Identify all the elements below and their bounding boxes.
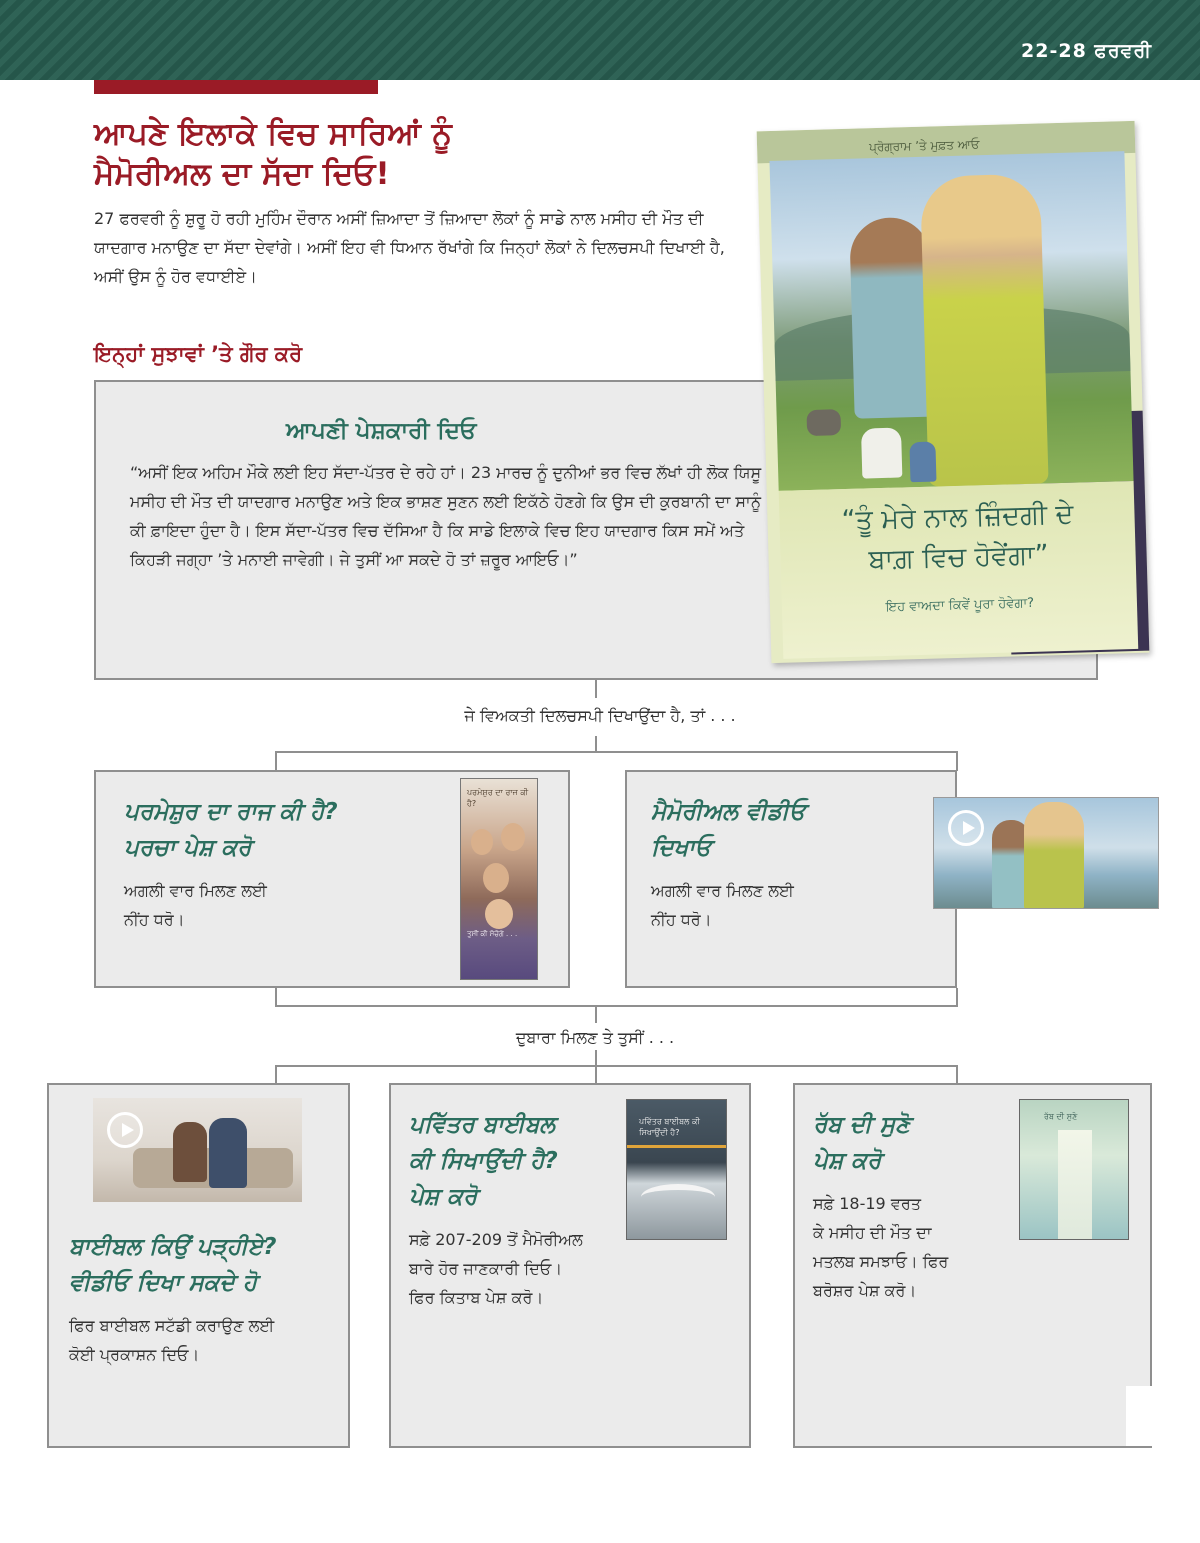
connector-line [956, 988, 958, 1006]
memorial-video-text-line-2: ਨੀਂਹ ਧਰੋ। [651, 910, 712, 929]
connector-line [595, 680, 597, 698]
invitation-quote-line-1: “ਤੂੰ ਮੇਰੇ ਨਾਲ ਜ਼ਿੰਦਗੀ ਦੇ [841, 498, 1074, 537]
bible-teach-text-line-2: ਬਾਰੇ ਹੋਰ ਜਾਣਕਾਰੀ ਦਿਓ। [409, 1259, 563, 1278]
invitation-photo [769, 151, 1133, 491]
open-book-icon [641, 1184, 715, 1210]
listen-to-god-text [813, 1189, 1013, 1305]
flow-label-return-visit: ਦੁਬਾਰਾ ਮਿਲਣ ਤੇ ਤੁਸੀਂ . . . [515, 1028, 675, 1047]
tract-face [485, 899, 513, 929]
tract-subtitle: ਤੁਸੀਂ ਕੀ ਸੋਚੋਗੇ . . . [467, 930, 518, 938]
listen-to-god-text-line-2: ਕੇ ਮਸੀਹ ਦੀ ਮੌਤ ਦਾ [813, 1223, 932, 1242]
tract-face [483, 863, 509, 893]
thumbnail-person [209, 1118, 247, 1188]
bible-teach-text [409, 1225, 649, 1312]
invitation-quote [787, 493, 1129, 582]
listen-to-god-text-line-4: ਬਰੋਸ਼ਰ ਪੇਸ਼ ਕਰੋ। [813, 1281, 917, 1300]
photo-woman [920, 173, 1049, 486]
memorial-video-card-title [651, 794, 911, 866]
why-read-bible-text-line-1: ਫਿਰ ਬਾਈਬਲ ਸਟੱਡੀ ਕਰਾਉਣ ਲਈ [69, 1316, 275, 1335]
kingdom-tract-cover [460, 778, 538, 980]
invitation-question: ਇਹ ਵਾਅਦਾ ਕਿਵੇਂ ਪੂਰਾ ਹੋਵੇਗਾ? [885, 595, 1035, 615]
listen-to-god-text-line-1: ਸਫ਼ੇ 18-19 ਵਰਤ [813, 1194, 921, 1213]
listen-to-god-title-line-1: ਰੱਬ ਦੀ ਸੁਣੋ [813, 1112, 911, 1138]
listen-to-god-title-line-2: ਪੇਸ਼ ਕਰੋ [813, 1148, 882, 1174]
invitation-booklet [757, 121, 1150, 663]
suggestions-heading: ਇਨ੍ਹਾਂ ਸੁਝਾਵਾਂ ’ਤੇ ਗੌਰ ਕਰੋ [94, 342, 303, 366]
book-cover-stripe [627, 1145, 727, 1148]
bible-teach-text-line-3: ਫਿਰ ਕਿਤਾਬ ਪੇਸ਼ ਕਰੋ। [409, 1288, 544, 1307]
why-read-bible-text-line-2: ਕੋਈ ਪ੍ਰਕਾਸ਼ਨ ਦਿਓ। [69, 1345, 200, 1364]
connector-line [275, 1065, 958, 1067]
memorial-video-title-line-1: ਮੈਮੋਰੀਅਲ ਵੀਡੀਓ [651, 799, 806, 825]
invitation-label: ਪ੍ਰੋਗ੍ਰਾਮ ’ਤੇ ਮੁਫ਼ਤ ਆਓ [868, 137, 980, 155]
memorial-video-card-text [651, 876, 891, 934]
kingdom-card-title-line-2: ਪਰਚਾ ਪੇਸ਼ ਕਰੋ [124, 835, 252, 861]
page-edge-tab [1126, 1386, 1152, 1446]
memorial-video-thumbnail[interactable] [933, 797, 1159, 909]
memorial-video-text-line-1: ਅਗਲੀ ਵਾਰ ਮਿਲਣ ਲਈ [651, 881, 794, 900]
why-read-bible-title-line-2: ਵੀਡੀਓ ਦਿਖਾ ਸਕਦੇ ਹੋ [69, 1270, 257, 1296]
kingdom-card-text [124, 876, 424, 934]
connector-line [275, 751, 958, 753]
connector-line [275, 751, 277, 771]
page-title-line-1: ਆਪਣੇ ਇਲਾਕੇ ਵਿਚ ਸਾਰਿਆਂ ਨੂੰ [94, 116, 452, 152]
tract-face [501, 823, 525, 851]
book-cover-title: ਪਵਿੱਤਰ ਬਾਈਬਲ ਕੀ ਸਿਖਾਉਂਦੀ ਹੈ? [639, 1117, 700, 1137]
thumbnail-person [173, 1122, 207, 1182]
photo-pony [861, 427, 902, 478]
connector-line [595, 736, 597, 752]
bible-teach-title-line-3: ਪੇਸ਼ ਕਰੋ [409, 1184, 478, 1210]
memorial-video-card [625, 770, 957, 988]
connector-line [956, 751, 958, 771]
bible-teach-text-line-1: ਸਫ਼ੇ 207-209 ਤੋਂ ਮੈਮੋਰੀਅਲ [409, 1230, 583, 1249]
presentation-title: ਆਪਣੀ ਪੇਸ਼ਕਾਰੀ ਦਿਓ [286, 418, 477, 444]
brochure-path-image [1058, 1130, 1092, 1240]
presentation-text: “ਅਸੀਂ ਇਕ ਅਹਿਮ ਮੌਕੇ ਲਈ ਇਹ ਸੱਦਾ-ਪੱਤਰ ਦੇ ਰਹੇ ਹਾਂ। 23 ਮਾਰਚ ਨੂੰ ਦੁਨੀਆਂ ਭਰ ਵਿਚ ਲੱਖਾਂ ਹੀ ਲੋਕ ਯਿਸੂ ਮਸੀਹ ਦੀ ਮੌਤ ਦੀ ਯਾਦਗਾਰ ਮਨਾਉਣ ਅਤੇ ਇਕ ਭਾਸ਼ਣ ਸੁਣਨ ਲਈ ਇਕੱਠੇ ਹੋਣਗੇ ਕਿ ਉਸ ਦੀ ਕੁਰਬਾਨੀ ਦਾ ਸਾਨੂੰ ਕੀ ਫ਼ਾਇਦਾ ਹੁੰਦਾ ਹੈ। ਇਸ ਸੱਦਾ-ਪੱਤਰ ਵਿਚ ਦੱਸਿਆ ਹੈ ਕਿ ਸਾਡੇ ਇਲਾਕੇ ਵਿਚ ਇਹ ਯਾਦਗਾਰ ਕਿਸ ਸਮੇਂ ਅਤੇ ਕਿਹੜੀ ਜਗ੍ਹਾ ’ਤੇ ਮਨਾਈ ਜਾਵੇਗੀ। ਜੇ ਤੁਸੀਂ ਆ ਸਕਦੇ ਹੋ ਤਾਂ ਜ਼ਰੂਰ ਆਇਓ।” [130, 463, 762, 569]
tract-title: ਪਰਮੇਸ਼ੁਰ ਦਾ ਰਾਜ ਕੀ ਹੈ? [467, 788, 529, 808]
why-read-bible-text [69, 1311, 345, 1369]
play-icon[interactable] [107, 1112, 143, 1148]
listen-to-god-text-line-3: ਮਤਲਬ ਸਮਝਾਓ। ਫਿਰ [813, 1252, 949, 1271]
connector-line [595, 1065, 597, 1083]
flow-label-interested: ਜੇ ਵਿਅਕਤੀ ਦਿਲਚਸਪੀ ਦਿਖਾਉਂਦਾ ਹੈ, ਤਾਂ . . . [464, 706, 736, 725]
listen-to-god-title [813, 1107, 1013, 1179]
intro-paragraph: 27 ਫਰਵਰੀ ਨੂੰ ਸ਼ੁਰੂ ਹੋ ਰਹੀ ਮੁਹਿੰਮ ਦੌਰਾਨ ਅਸੀਂ ਜ਼ਿਆਦਾ ਤੋਂ ਜ਼ਿਆਦਾ ਲੋਕਾਂ ਨੂੰ ਸਾਡੇ ਨਾਲ ਮਸੀਹ ਦੀ ਮੌਤ ਦੀ ਯਾਦਗਾਰ ਮਨਾਉਣ ਦਾ ਸੱਦਾ ਦੇਵਾਂਗੇ। ਅਸੀਂ ਇਹ ਵੀ ਧਿਆਨ ਰੱਖਾਂਗੇ ਕਿ ਜਿਨ੍ਹਾਂ ਲੋਕਾਂ ਨੇ ਦਿਲਚਸਪੀ ਦਿਖਾਈ ਹੈ, ਅਸੀਂ ਉਸ ਨੂੰ ਹੋਰ ਵਧਾਈਏ। [94, 209, 725, 286]
why-read-bible-title-line-1: ਬਾਈਬਲ ਕਿਉਂ ਪੜ੍ਹੀਏ? [69, 1234, 277, 1260]
photo-boy [909, 442, 936, 483]
connector-line [595, 1050, 597, 1066]
thumbnail-woman [1024, 802, 1084, 909]
why-read-bible-title [69, 1229, 349, 1301]
accent-bar [94, 80, 378, 94]
kingdom-card-title [124, 794, 444, 866]
bible-teach-book-cover [626, 1099, 727, 1240]
invitation-quote-line-2: ਬਾਗ਼ ਵਿਚ ਹੋਵੇਂਗਾ” [868, 539, 1050, 576]
connector-line [275, 1005, 958, 1007]
play-icon[interactable] [948, 810, 984, 846]
connector-line [275, 1065, 277, 1083]
listen-to-god-brochure-cover [1019, 1099, 1129, 1240]
date-range: 22-28 ਫਰਵਰੀ [1021, 40, 1152, 62]
brochure-cover-title: ਰੱਬ ਦੀ ਸੁਣੋ [1044, 1112, 1078, 1121]
kingdom-card-text-line-2: ਨੀਂਹ ਧਰੋ। [124, 910, 185, 929]
bible-teach-title-line-2: ਕੀ ਸਿਖਾਉਂਦੀ ਹੈ? [409, 1148, 558, 1174]
bible-teach-title [409, 1107, 629, 1215]
page-title-line-2: ਮੈਮੋਰੀਅਲ ਦਾ ਸੱਦਾ ਦਿਓ! [94, 156, 390, 192]
kingdom-card-text-line-1: ਅਗਲੀ ਵਾਰ ਮਿਲਣ ਲਈ [124, 881, 267, 900]
connector-line [275, 988, 277, 1006]
photo-elephant [806, 409, 841, 436]
top-banner [0, 0, 1200, 80]
why-read-bible-video-thumbnail[interactable] [93, 1098, 302, 1202]
connector-line [956, 1065, 958, 1083]
connector-line [595, 1005, 597, 1023]
tract-face [471, 829, 493, 855]
kingdom-card-title-line-1: ਪਰਮੇਸ਼ੁਰ ਦਾ ਰਾਜ ਕੀ ਹੈ? [124, 799, 338, 825]
memorial-video-title-line-2: ਦਿਖਾਓ [651, 835, 712, 861]
page-title [94, 114, 654, 194]
bible-teach-title-line-1: ਪਵਿੱਤਰ ਬਾਈਬਲ [409, 1112, 555, 1138]
